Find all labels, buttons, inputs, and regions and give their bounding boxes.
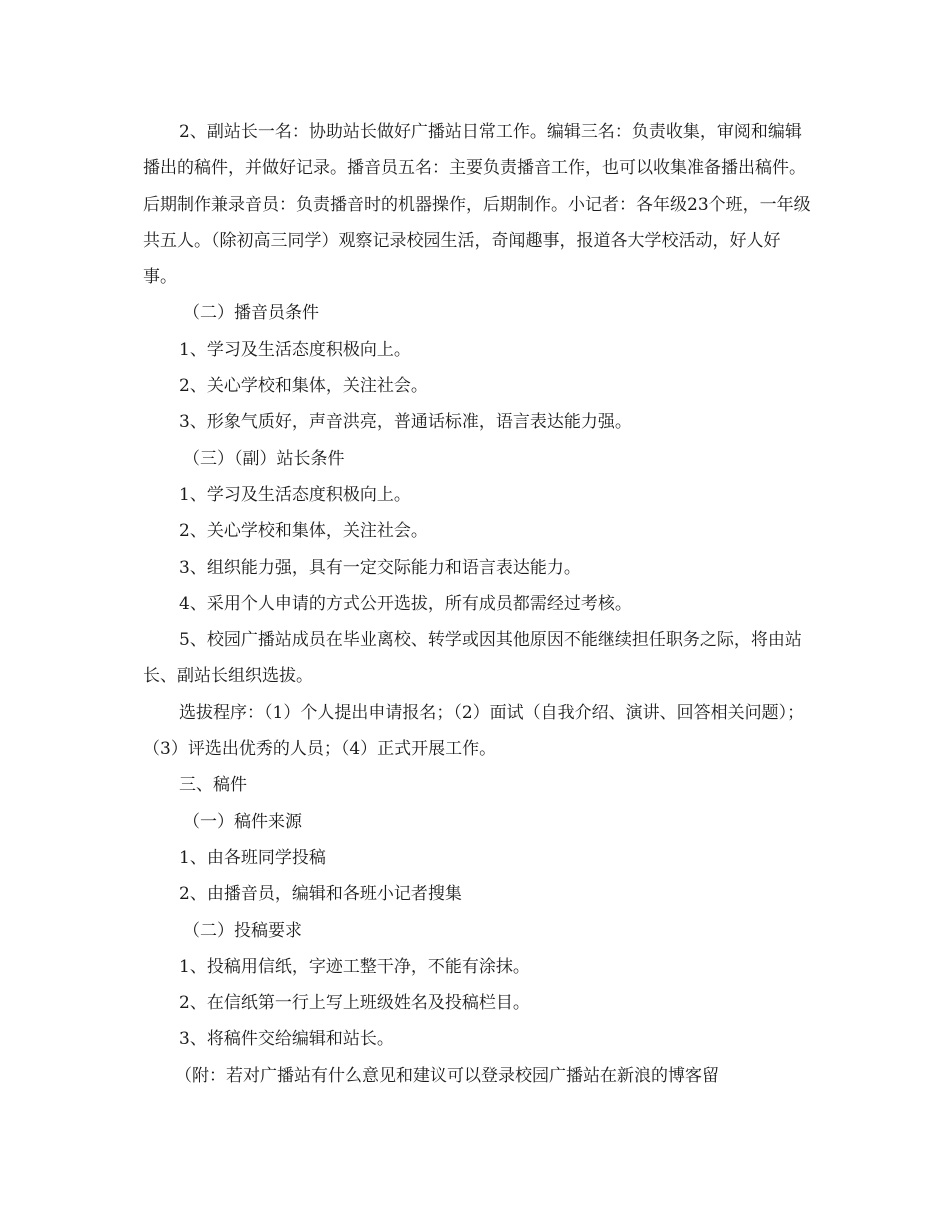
- list-item: 2、由播音员，编辑和各班小记者搜集: [179, 884, 462, 905]
- list-item: 2、在信纸第一行上写上班级姓名及投稿栏目。: [179, 993, 530, 1014]
- paragraph-vice-station-master: 2、副站长一名：协助站长做好广播站日常工作。编辑三名：负责收集，审阅和编辑播出的稿件，并做好记录。播音员五名：主要负责播音工作，也可以收集准备播出稿件。后期制作兼录音员：负责播音时的机器操作，后期制作。小记者：各年级23个班，一年级共五人。（除初高三同学）观察记录校园生活，奇闻趣事，报道各大学校活动，好人好事。: [143, 122, 811, 288]
- list-item: 1、由各班同学投稿: [179, 847, 326, 868]
- heading-manuscript-sources: （一）稿件来源: [183, 811, 302, 832]
- list-item: 5、校园广播站成员在毕业离校、转学或因其他原因不能继续担任职务之际，将由站长、副站长组织选拔。: [143, 630, 802, 687]
- paragraph-selection-procedure: 选拔程序：（1）个人提出申请报名；（2）面试（自我介绍、演讲、回答相关问题）；（3）评选出优秀的人员；（4）正式开展工作。: [143, 702, 805, 760]
- heading-submission-requirements: （二）投稿要求: [183, 920, 302, 941]
- list-item: 4、采用个人申请的方式公开选拔，所有成员都需经过考核。: [179, 593, 632, 614]
- heading-announcer-conditions: （二）播音员条件: [183, 303, 319, 324]
- paragraph-appendix-note: （附：若对广播站有什么意见和建议可以登录校园广播站在新浪的博客留: [175, 1065, 719, 1086]
- list-item: 2、关心学校和集体，关注社会。: [179, 376, 428, 397]
- list-item: 2、关心学校和集体，关注社会。: [179, 521, 428, 542]
- list-item: 1、学习及生活态度积极向上。: [179, 484, 411, 505]
- list-item: 3、组织能力强，具有一定交际能力和语言表达能力。: [179, 557, 581, 578]
- list-item: 3、将稿件交给编辑和站长。: [179, 1029, 394, 1050]
- list-item: 1、投稿用信纸，字迹工整干净，不能有涂抹。: [179, 956, 530, 977]
- section-heading-manuscripts: 三、稿件: [179, 775, 247, 796]
- list-item: 3、形象气质好，声音洪亮，普通话标准，语言表达能力强。: [179, 412, 632, 433]
- heading-station-master-conditions: （三）（副）站长条件: [183, 448, 345, 469]
- document-body: [143, 114, 813, 1094]
- list-item: 1、学习及生活态度积极向上。: [179, 339, 411, 360]
